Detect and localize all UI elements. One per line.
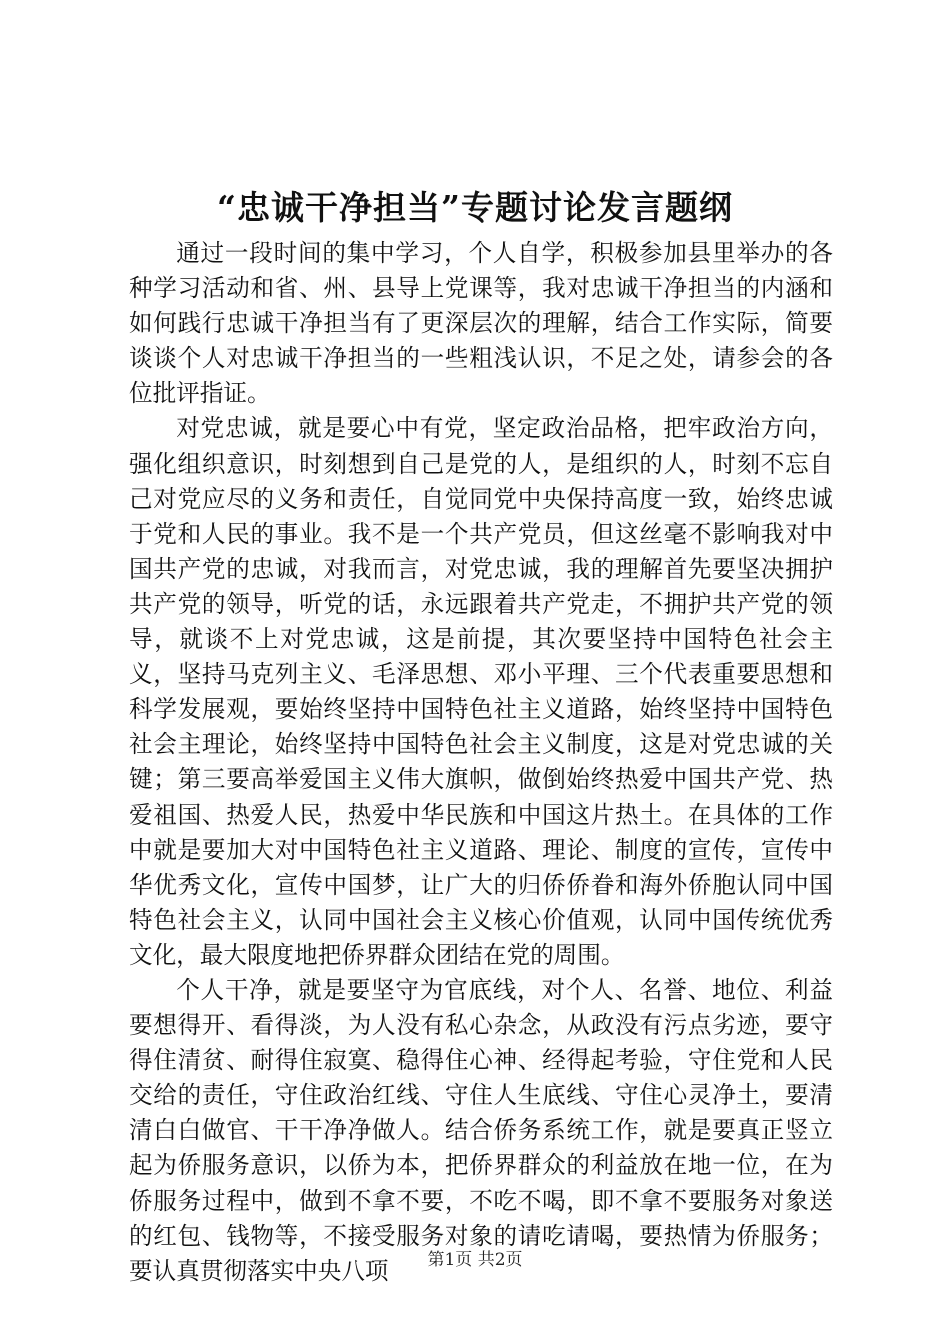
page-footer: 第1页 共2页: [427, 1250, 523, 1270]
paragraph-loyalty: 对党忠诚，就是要心中有党，坚定政治品格，把牢政治方向，强化组织意识，时刻想到自己是党的人，是组织的人，时刻不忘自己对党应尽的义务和责任，自觉同党中央保持高度一致，始终忠诚于党和人民的事业。我不是一个共产党员，但这丝毫不影响我对中国共产党的忠诚，对我而言，对党忠诚，我的理解首先要坚决拥护共产党的领导，听党的话，永远跟着共产党走，不拥护共产党的领导，就谈不上对党忠诚，这是前提，其次要坚持中国特色社会主义，坚持马克列主义、毛泽思想、邓小平理、三个代表重要思想和科学发展观，要始终坚持中国特色社主义道路，始终坚持中国特色社会主理论，始终坚持中国特色社会主义制度，这是对党忠诚的关键；第三要高举爱国主义伟大旗帜，做倒始终热爱中国共产党、热爱祖国、热爱人民，热爱中华民族和中国这片热土。在具体的工作中就是要加大对中国特色社主义道路、理论、制度的宣传，宣传中华优秀文化，宣传中国梦，让广大的归侨侨眷和海外侨胞认同中国特色社会主义，认同中国社会主义核心价值观，认同中国传统优秀文化，最大限度地把侨界群众团结在党的周围。: [129, 414, 833, 969]
paragraph-integrity: 个人干净，就是要坚守为官底线，对个人、名誉、地位、利益要想得开、看得淡，为人没有私心杂念，从政没有污点劣迹，要守得住清贫、耐得住寂寞、稳得住心神、经得起考验，守住党和人民交给的责任，守住政治红线、守住人生底线、守住心灵净土，要清清白白做官、干干净净做人。结合侨务系统工作，就是要真正竖立起为侨服务意识，以侨为本，把侨界群众的利益放在地一位，在为侨服务过程中，做到不拿不要，不吃不喝，即不拿不要服务对象送的红包、钱物等，不接受服务对象的请吃请喝，要热情为侨服务；要认真贯彻落实中央八项: [129, 975, 833, 1285]
page-title: “忠诚干净担当”专题讨论发言题纲: [217, 188, 733, 227]
document-body: [129, 236, 833, 1289]
paragraph-intro: 通过一段时间的集中学习，个人自学，积极参加县里举办的各种学习活动和省、州、县导上党课等，我对忠诚干净担当的内涵和如何践行忠诚干净担当有了更深层次的理解，结合工作实际，简要谈谈个人对忠诚干净担当的一些粗浅认识，不足之处，请参会的各位批评指证。: [129, 239, 833, 408]
